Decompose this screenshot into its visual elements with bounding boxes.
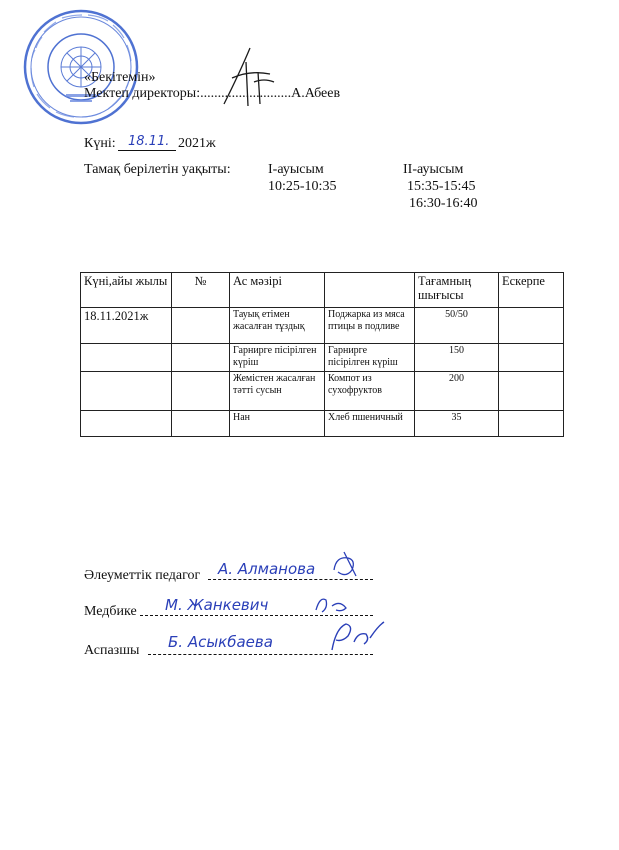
cook-handwritten: Б. Асыкбаева xyxy=(168,633,273,651)
cell-date: 18.11.2021ж xyxy=(81,308,172,344)
cell-portion: 35 xyxy=(415,411,499,437)
table-header-row xyxy=(81,273,564,308)
director-signature xyxy=(218,42,278,112)
cell-date xyxy=(81,344,172,372)
table-row xyxy=(81,344,564,372)
cell-note xyxy=(499,372,564,411)
cell-dish-kz: Нан xyxy=(230,411,325,437)
col-header-note: Ескерпе xyxy=(499,273,564,308)
approve-title: «Бекітемін» xyxy=(84,70,156,85)
cell-date xyxy=(81,372,172,411)
social-pedagogue-label: Әлеуметтік педагог xyxy=(84,568,201,583)
table-row xyxy=(81,372,564,411)
year-suffix: 2021ж xyxy=(178,136,216,151)
cook-signature xyxy=(326,616,388,656)
cell-portion: 50/50 xyxy=(415,308,499,344)
director-line: Мектеп директоры:..........................А.Абеев xyxy=(84,86,341,101)
shift1-name: I-ауысым xyxy=(268,162,324,177)
nurse-label: Медбике xyxy=(84,604,137,619)
table-row xyxy=(81,308,564,344)
shift2-time-1: 15:35-15:45 xyxy=(407,179,476,194)
nurse-handwritten: М. Жанкевич xyxy=(165,596,269,614)
nurse-signature xyxy=(312,592,352,618)
cell-note xyxy=(499,344,564,372)
cell-dish-ru: Компот из сухофруктов xyxy=(325,372,415,411)
date-handwritten: 18.11. xyxy=(128,134,170,149)
col-header-portion: Тағамның шығысы xyxy=(415,273,499,308)
table-row xyxy=(81,411,564,437)
col-header-menu-ru xyxy=(325,273,415,308)
cell-note xyxy=(499,411,564,437)
cell-number xyxy=(172,308,230,344)
cell-dish-ru: Гарнирге пісірілген күріш xyxy=(325,344,415,372)
date-underline xyxy=(118,150,176,151)
cell-dish-ru: Поджарка из мяса птицы в подливе xyxy=(325,308,415,344)
school-seal-stamp xyxy=(22,8,140,126)
shift2-name: II-ауысым xyxy=(403,162,464,177)
shift1-time: 10:25-10:35 xyxy=(268,179,337,194)
col-header-menu: Ас мәзірі xyxy=(230,273,325,308)
cell-number xyxy=(172,411,230,437)
cell-dish-ru: Хлеб пшеничный xyxy=(325,411,415,437)
social-pedagogue-handwritten: А. Алманова xyxy=(218,560,316,578)
schedule-label: Тамақ берілетін уақыты: xyxy=(84,162,231,177)
shift2-time-2: 16:30-16:40 xyxy=(409,196,478,211)
cell-dish-kz: Гарнирге пісірілген күріш xyxy=(230,344,325,372)
date-label: Күні: xyxy=(84,136,116,151)
cell-portion: 200 xyxy=(415,372,499,411)
cell-dish-kz: Жемістен жасалған тәтті сусын xyxy=(230,372,325,411)
cook-label: Аспазшы xyxy=(84,643,140,658)
cell-portion: 150 xyxy=(415,344,499,372)
col-header-date: Күні,айы жылы xyxy=(81,273,172,308)
cell-number xyxy=(172,344,230,372)
cell-number xyxy=(172,372,230,411)
cell-date xyxy=(81,411,172,437)
social-pedagogue-signature xyxy=(330,548,364,582)
col-header-number: № xyxy=(172,273,230,308)
cell-note xyxy=(499,308,564,344)
menu-table xyxy=(80,272,564,437)
cell-dish-kz: Тауық етімен жасалған тұздық xyxy=(230,308,325,344)
